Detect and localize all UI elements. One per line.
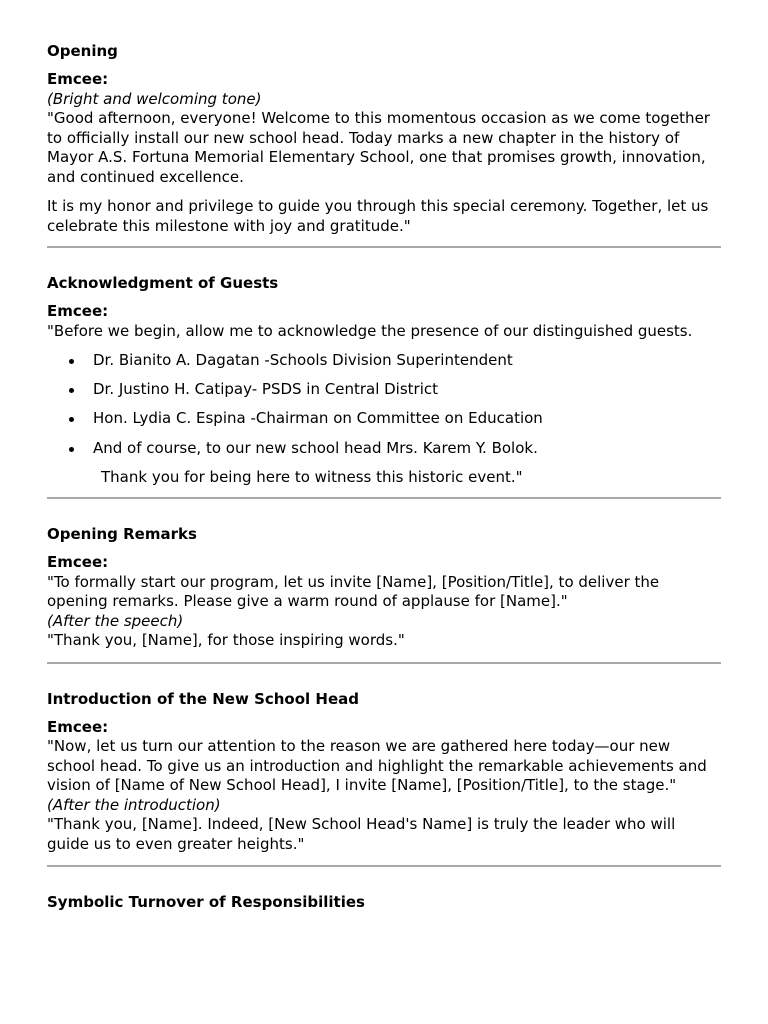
- section-opening: [47, 41, 721, 246]
- list-item: Hon. Lydia C. Espina -Chairman on Committee on Education: [93, 409, 721, 429]
- stage-direction: (After the speech): [47, 611, 184, 630]
- guest-list: [47, 351, 721, 458]
- paragraph: "Now, let us turn our attention to the reason we are gathered here today—our new school head. To give us an introduction and highlight the remarkable achievements and vision of [Name of New School Head], I invite [Name], [Position/Title], to the stage.": [47, 737, 707, 795]
- section-acknowledgment: [47, 248, 721, 497]
- section-title: Introduction of the New School Head: [47, 689, 359, 708]
- section-title: Acknowledgment of Guests: [47, 274, 279, 292]
- paragraph: "Before we begin, allow me to acknowledge the presence of our distinguished guests.: [47, 321, 693, 340]
- paragraph: "Thank you, [Name]. Indeed, [New School Head's Name] is truly the leader who will guide us to even greater heights.": [47, 815, 676, 853]
- closing-line: Thank you for being here to witness this historic event.": [101, 467, 523, 486]
- section-opening-remarks: [47, 499, 721, 662]
- speaker-label: Emcee:: [47, 302, 109, 320]
- section-title: Symbolic Turnover of Responsibilities: [47, 893, 365, 912]
- speaker-label: Emcee:: [47, 70, 109, 88]
- paragraph: It is my honor and privilege to guide you through this special ceremony. Together, let us celebrate this milestone with joy and gratitude.": [47, 197, 709, 235]
- section-symbolic-turnover: [47, 867, 721, 912]
- list-item: And of course, to our new school head Mrs. Karem Y. Bolok.: [93, 439, 721, 459]
- paragraph: "Thank you, [Name], for those inspiring words.": [47, 631, 405, 650]
- list-item: Dr. Bianito A. Dagatan -Schools Division Superintendent: [93, 351, 721, 371]
- section-title: Opening Remarks: [47, 525, 197, 544]
- list-item: Dr. Justino H. Catipay- PSDS in Central District: [93, 380, 721, 400]
- paragraph: "To formally start our program, let us invite [Name], [Position/Title], to deliver the opening remarks. Please give a warm round of applause for [Name].": [47, 572, 660, 611]
- stage-direction: (Bright and welcoming tone): [47, 89, 262, 108]
- speaker-label: Emcee:: [47, 553, 109, 572]
- speaker-label: Emcee:: [47, 717, 109, 736]
- section-title: Opening: [47, 42, 118, 60]
- paragraph: "Good afternoon, everyone! Welcome to this momentous occasion as we come together to officially install our new school head. Today marks a new chapter in the history of Mayor A.S. Fortuna Memorial Elementary School, one that promises growth, innovation, and continued excellence.: [47, 109, 710, 186]
- stage-direction: (After the introduction): [47, 795, 221, 814]
- section-introduction: [47, 664, 721, 866]
